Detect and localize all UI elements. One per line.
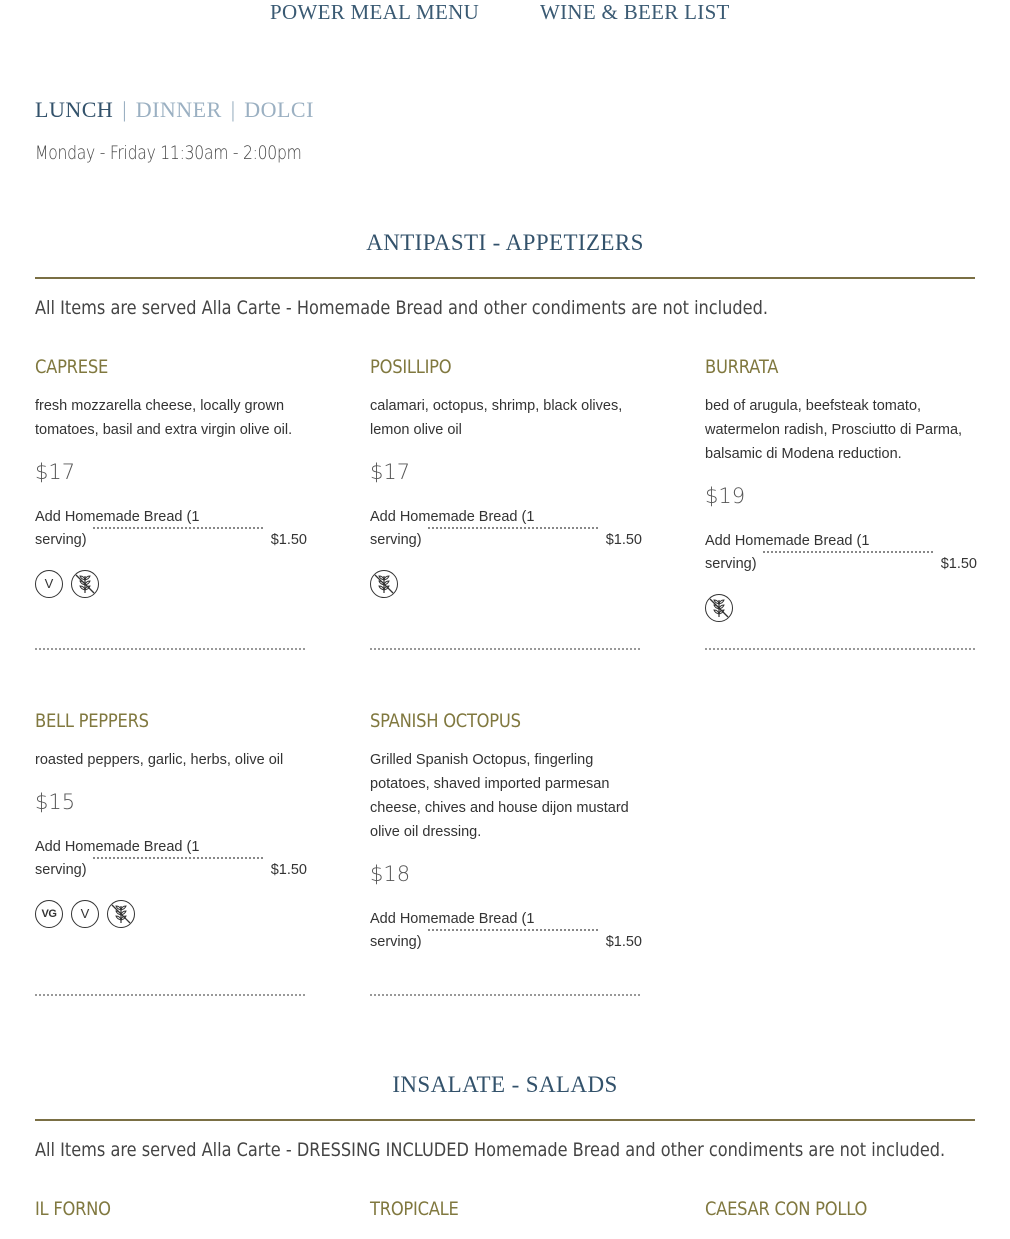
item-price: $17 <box>370 460 411 484</box>
item-description: Grilled Spanish Octopus, fingerling potatoes, shaved imported parmesan cheese, chives and house dijon mustard olive oil dressing. <box>370 752 629 840</box>
item-name: TROPICALE <box>370 1198 459 1220</box>
addon-label-cont: serving) <box>35 862 87 878</box>
section-divider <box>35 1119 975 1121</box>
item-divider <box>370 648 640 650</box>
item-price: $19 <box>705 484 746 508</box>
bread-addon[interactable] <box>370 908 642 954</box>
menu-item-il-forno <box>35 1200 307 1224</box>
menu-item-caprese <box>35 358 307 600</box>
addon-label-cont: serving) <box>370 532 422 548</box>
vegetarian-icon: V <box>35 570 63 598</box>
wine-beer-list-link[interactable]: WINE & BEER LIST <box>540 0 730 24</box>
item-price: $17 <box>35 460 76 484</box>
addon-price: $1.50 <box>605 934 642 950</box>
gluten-free-icon <box>370 570 398 598</box>
dot-leader <box>763 551 933 553</box>
section-divider <box>35 277 975 279</box>
section-note: All Items are served Alla Carte - Homemade Bread and other condiments are not included. <box>35 297 768 319</box>
dietary-icons <box>35 900 307 930</box>
addon-label: Add Homemade Bread (1 <box>705 533 870 549</box>
dietary-icons <box>35 570 307 600</box>
dietary-icons <box>705 594 977 624</box>
top-navigation <box>0 0 1010 30</box>
addon-label: Add Homemade Bread (1 <box>370 911 535 927</box>
item-name: BELL PEPPERS <box>35 710 149 732</box>
item-divider <box>370 994 640 996</box>
item-name: POSILLIPO <box>370 356 452 378</box>
section-title-insalate: INSALATE - SALADS <box>392 1072 618 1097</box>
item-name: CAPRESE <box>35 356 109 378</box>
tab-dinner[interactable]: DINNER <box>135 97 222 122</box>
dietary-icons <box>370 570 642 600</box>
item-divider <box>35 648 305 650</box>
item-description: bed of arugula, beefsteak tomato, watermelon radish, Prosciutto di Parma, balsamic di Modena reduction. <box>705 398 963 462</box>
addon-price: $1.50 <box>605 532 642 548</box>
tab-separator: | <box>122 97 127 122</box>
addon-label: Add Homemade Bread (1 <box>35 509 200 525</box>
gluten-free-icon <box>107 900 135 928</box>
tab-lunch[interactable]: LUNCH <box>35 97 114 122</box>
menu-tabs <box>35 96 314 124</box>
addon-label-cont: serving) <box>370 934 422 950</box>
addon-label: Add Homemade Bread (1 <box>35 839 200 855</box>
section-title-antipasti: ANTIPASTI - APPETIZERS <box>366 230 644 255</box>
menu-item-caesar-con-pollo <box>705 1200 977 1224</box>
bread-addon[interactable] <box>35 506 307 552</box>
dot-leader <box>428 527 598 529</box>
dot-leader <box>93 857 263 859</box>
item-description: calamari, octopus, shrimp, black olives, lemon olive oil <box>370 398 623 438</box>
bread-addon[interactable] <box>370 506 642 552</box>
addon-price: $1.50 <box>270 862 307 878</box>
item-name: BURRATA <box>705 356 779 378</box>
addon-label: Add Homemade Bread (1 <box>370 509 535 525</box>
menu-item-bell-peppers <box>35 712 307 930</box>
item-divider <box>705 648 975 650</box>
dot-leader <box>93 527 263 529</box>
item-price: $18 <box>370 862 411 886</box>
bread-addon[interactable] <box>705 530 977 576</box>
addon-label-cont: serving) <box>705 556 757 572</box>
menu-item-tropicale <box>370 1200 642 1224</box>
menu-item-burrata <box>705 358 977 624</box>
dot-leader <box>428 929 598 931</box>
bread-addon[interactable] <box>35 836 307 882</box>
menu-item-spanish-octopus <box>370 712 642 954</box>
item-name: IL FORNO <box>35 1198 111 1220</box>
menu-item-posillipo <box>370 358 642 600</box>
gluten-free-icon <box>71 570 99 598</box>
service-hours: Monday - Friday 11:30am - 2:00pm <box>35 142 302 164</box>
vegan-icon: VG <box>35 900 63 928</box>
tab-dolci[interactable]: DOLCI <box>244 97 314 122</box>
item-name: CAESAR CON POLLO <box>705 1198 868 1220</box>
item-divider <box>35 994 305 996</box>
power-meal-menu-link[interactable]: POWER MEAL MENU <box>270 0 480 24</box>
vegetarian-icon: V <box>71 900 99 928</box>
item-name: SPANISH OCTOPUS <box>370 710 521 732</box>
gluten-free-icon <box>705 594 733 622</box>
item-description: fresh mozzarella cheese, locally grown tomatoes, basil and extra virgin olive oil. <box>35 398 293 438</box>
item-description: roasted peppers, garlic, herbs, olive oil <box>35 752 284 768</box>
tab-separator: | <box>230 97 236 122</box>
addon-label-cont: serving) <box>35 532 87 548</box>
item-price: $15 <box>35 790 76 814</box>
section-note: All Items are served Alla Carte - DRESSING INCLUDED Homemade Bread and other condiments are not included. <box>35 1139 946 1161</box>
addon-price: $1.50 <box>270 532 307 548</box>
addon-price: $1.50 <box>940 556 977 572</box>
